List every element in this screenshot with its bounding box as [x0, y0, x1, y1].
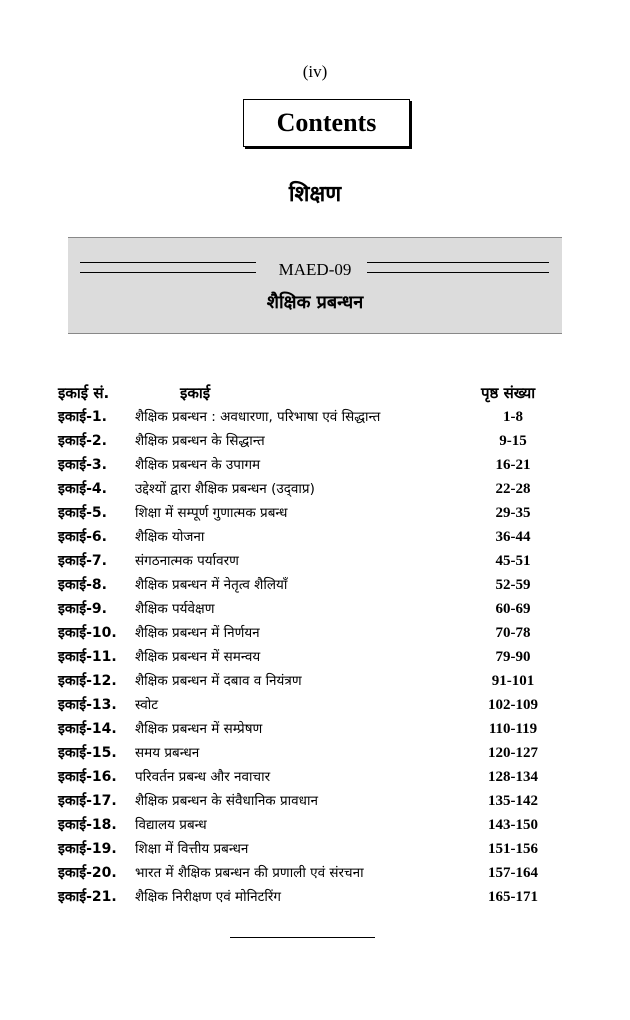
unit-pages: 91-101: [491, 673, 535, 689]
unit-pages: 128-134: [488, 769, 538, 785]
course-code: MAED-09: [278, 260, 352, 279]
unit-pages: 102-109: [488, 697, 538, 713]
unit-pages: 45-51: [495, 553, 531, 569]
unit-pages: 110-119: [488, 721, 538, 737]
toc-row[interactable]: [58, 717, 558, 741]
unit-title: शैक्षिक योजना: [135, 529, 205, 545]
unit-title: विद्यालय प्रबन्ध: [135, 817, 207, 833]
unit-title: शिक्षा में सम्पूर्ण गुणात्मक प्रबन्ध: [135, 505, 288, 521]
unit-pages: 143-150: [488, 817, 538, 833]
unit-pages: 9-15: [499, 433, 527, 449]
toc-row[interactable]: [58, 597, 558, 621]
unit-number: इकाई-14.: [58, 721, 117, 737]
toc-row[interactable]: [58, 621, 558, 645]
toc-row[interactable]: [58, 453, 558, 477]
unit-number: इकाई-16.: [58, 769, 117, 785]
unit-number: इकाई-13.: [58, 697, 117, 713]
toc-row[interactable]: [58, 789, 558, 813]
unit-title: संगठनात्मक पर्यावरण: [135, 553, 239, 569]
subject-title: शिक्षण: [288, 182, 342, 207]
unit-pages: 22-28: [495, 481, 531, 497]
unit-title: शैक्षिक प्रबन्धन के संवैधानिक प्रावधान: [135, 793, 318, 809]
page-number: (iv): [302, 62, 328, 81]
toc-row[interactable]: [58, 765, 558, 789]
unit-pages: 79-90: [495, 649, 531, 665]
unit-number: इकाई-12.: [58, 673, 117, 689]
unit-number: इकाई-19.: [58, 841, 117, 857]
unit-number: इकाई-9.: [58, 601, 107, 617]
unit-title: उद्देश्यों द्वारा शैक्षिक प्रबन्धन (उद्‌वाप्र): [135, 481, 315, 497]
toc-row[interactable]: [58, 405, 558, 429]
unit-title: स्वोट: [135, 697, 159, 713]
unit-pages: 120-127: [488, 745, 538, 761]
unit-number: इकाई-3.: [58, 457, 107, 473]
unit-title: समय प्रबन्धन: [135, 745, 200, 761]
toc-row[interactable]: [58, 741, 558, 765]
toc-row[interactable]: [58, 837, 558, 861]
column-header-pages: पृष्ठ संख्या: [481, 384, 536, 402]
contents-heading: Contents: [243, 99, 410, 147]
unit-number: इकाई-2.: [58, 433, 107, 449]
unit-title: शैक्षिक प्रबन्धन में दबाव व नियंत्रण: [135, 673, 302, 689]
unit-title: शैक्षिक निरीक्षण एवं मोनिटरिंग: [135, 889, 281, 905]
unit-title: शैक्षिक प्रबन्धन में नेतृत्व शैलियाँ: [135, 577, 288, 593]
unit-title: शैक्षिक प्रबन्धन के उपागम: [135, 457, 261, 473]
course-title: शैक्षिक प्रबन्धन: [266, 292, 364, 313]
unit-title: शैक्षिक पर्यवेक्षण: [135, 601, 215, 617]
unit-pages: 151-156: [488, 841, 538, 857]
unit-number: इकाई-20.: [58, 865, 117, 881]
unit-pages: 60-69: [495, 601, 531, 617]
toc-row[interactable]: [58, 861, 558, 885]
unit-number: इकाई-5.: [58, 505, 107, 521]
unit-title: भारत में शैक्षिक प्रबन्धन की प्रणाली एवं संरचना: [135, 865, 364, 881]
unit-pages: 16-21: [495, 457, 531, 473]
unit-title: शैक्षिक प्रबन्धन में सम्प्रेषण: [135, 721, 263, 737]
toc-row[interactable]: [58, 669, 558, 693]
toc-row[interactable]: [58, 645, 558, 669]
unit-pages: 135-142: [488, 793, 538, 809]
toc-row[interactable]: [58, 525, 558, 549]
unit-title: शैक्षिक प्रबन्धन में निर्णयन: [135, 625, 260, 641]
unit-number: इकाई-15.: [58, 745, 117, 761]
unit-number: इकाई-6.: [58, 529, 107, 545]
unit-number: इकाई-1.: [58, 409, 107, 425]
unit-number: इकाई-11.: [58, 649, 117, 665]
unit-title: शैक्षिक प्रबन्धन में समन्वय: [135, 649, 261, 665]
column-header-unit: इकाई: [180, 384, 211, 402]
toc-row[interactable]: [58, 813, 558, 837]
unit-title: शिक्षा में वित्तीय प्रबन्धन: [135, 841, 249, 857]
unit-pages: 70-78: [495, 625, 531, 641]
toc-row[interactable]: [58, 885, 558, 909]
unit-pages: 36-44: [495, 529, 531, 545]
toc-row[interactable]: [58, 477, 558, 501]
unit-title: शैक्षिक प्रबन्धन : अवधारणा, परिभाषा एवं सिद्धान्त: [135, 409, 381, 425]
unit-number: इकाई-21.: [58, 889, 117, 905]
unit-pages: 1-8: [503, 409, 523, 425]
unit-title: परिवर्तन प्रबन्ध और नवाचार: [135, 769, 271, 785]
unit-pages: 157-164: [488, 865, 538, 881]
toc-row[interactable]: [58, 573, 558, 597]
unit-pages: 165-171: [488, 889, 538, 905]
toc-list: [58, 405, 558, 909]
toc-row[interactable]: [58, 429, 558, 453]
unit-number: इकाई-8.: [58, 577, 107, 593]
unit-pages: 52-59: [495, 577, 531, 593]
unit-number: इकाई-7.: [58, 553, 107, 569]
course-banner: [68, 237, 562, 334]
unit-title: शैक्षिक प्रबन्धन के सिद्धान्त: [135, 433, 265, 449]
toc-row[interactable]: [58, 501, 558, 525]
toc-row[interactable]: [58, 693, 558, 717]
unit-number: इकाई-18.: [58, 817, 117, 833]
end-divider: [230, 937, 375, 938]
unit-number: इकाई-10.: [58, 625, 117, 641]
column-header-unit-no: इकाई सं.: [58, 384, 110, 402]
unit-number: इकाई-4.: [58, 481, 107, 497]
unit-pages: 29-35: [495, 505, 531, 521]
unit-number: इकाई-17.: [58, 793, 117, 809]
toc-row[interactable]: [58, 549, 558, 573]
